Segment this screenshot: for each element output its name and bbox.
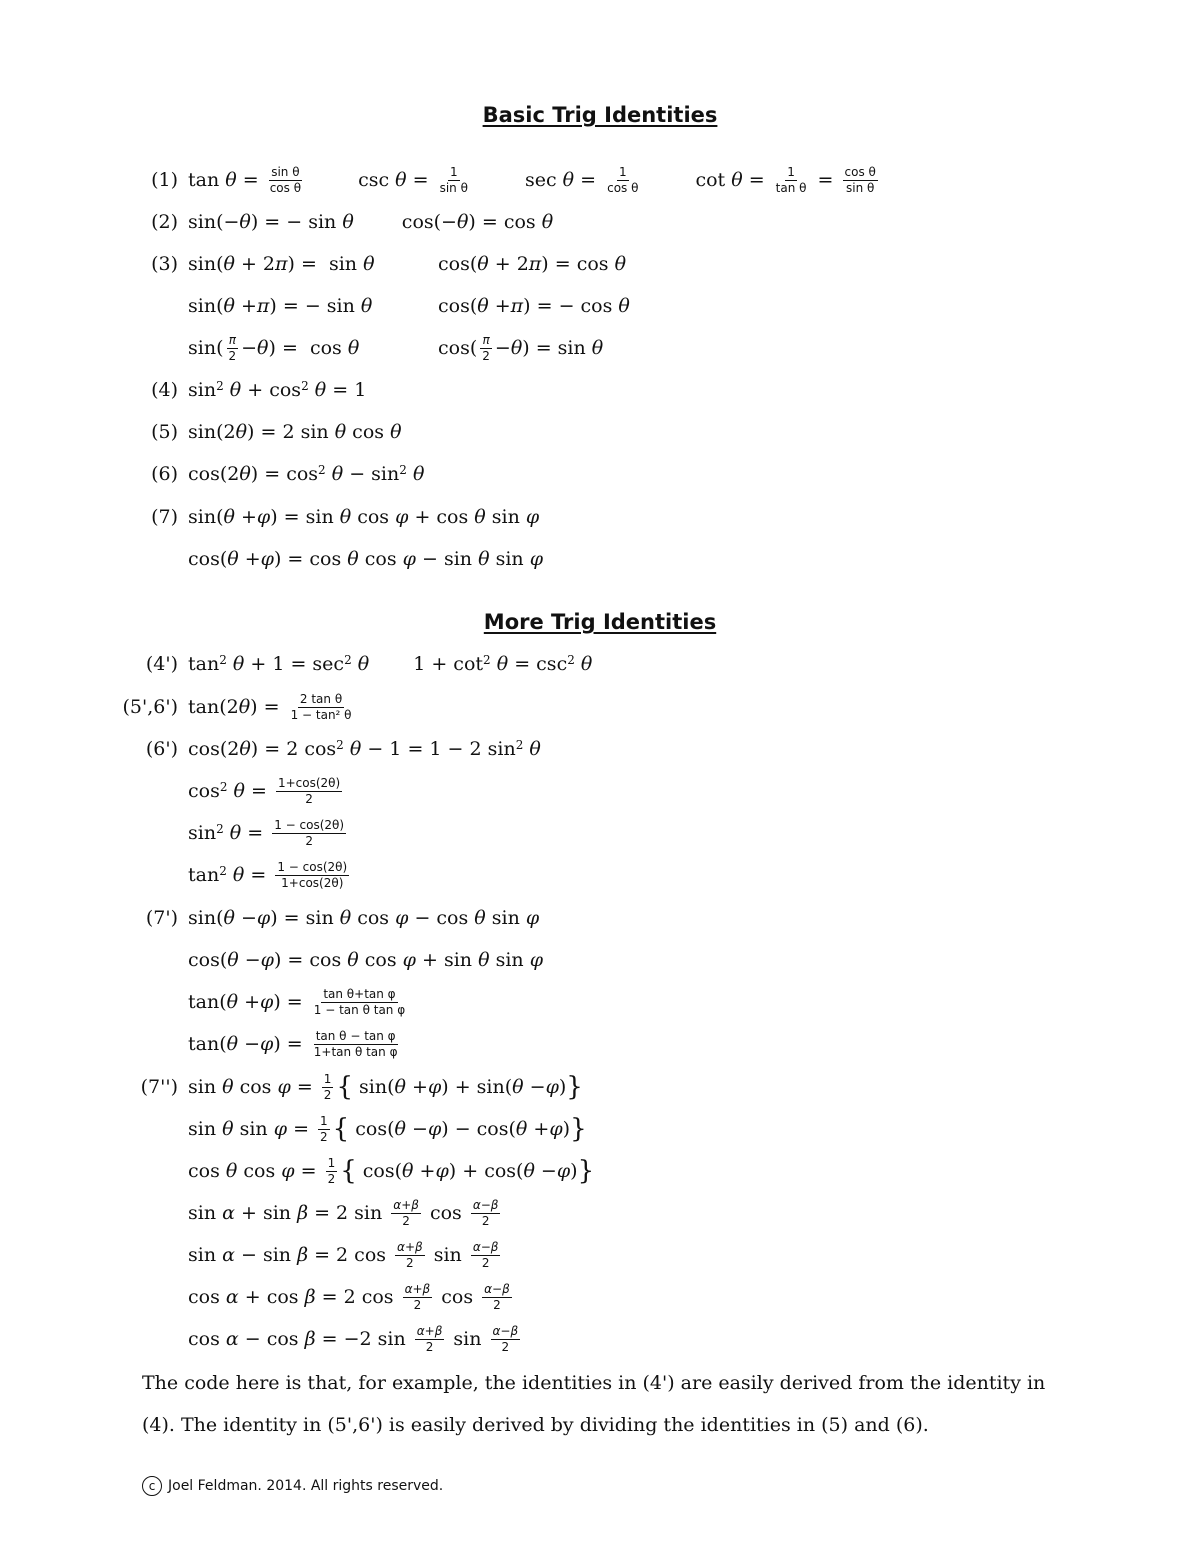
identity-6p-a: cos(2 θ ) = 2 cos $^2$ θ − 1 = 1 − 2 sin $^2$ θ: [188, 738, 541, 760]
identity-label: (7'): [145, 907, 178, 929]
identity-6p-d: tan $^2$ θ = $\frac{1 - \cos(2\theta)}{1+\cos(2\theta)}$: [188, 859, 348, 890]
identity-7a: sin( θ + φ ) = sin θ cos φ + cos θ sin φ: [188, 506, 540, 528]
identity-7pp-c: cos θ cos φ = $\frac{1}{2}$ { cos( θ + φ ) + cos( θ − φ ) }: [188, 1155, 595, 1186]
section-title-more: More Trig Identities: [483, 610, 717, 634]
identity-7p-d: tan( θ − φ ) = $\frac{\text{tan θ − tan φ}}{\text{1+tan θ tan φ}}$: [188, 1028, 398, 1059]
identity-7b: cos( θ + φ ) = cos θ cos φ − sin θ sin φ: [188, 548, 543, 570]
identity-label: (7''): [140, 1076, 178, 1098]
identity-7p-a: sin( θ − φ ) = sin θ cos φ − cos θ sin φ: [188, 907, 540, 929]
identity-3a: sin( θ + 2 π ) = sin θ cos( θ + 2 π ) = cos θ: [188, 253, 627, 275]
identity-4p: tan $^2$ θ + 1 = sec $^2$ θ 1 + cot $^2$ θ = csc $^2$ θ: [188, 653, 593, 675]
identity-7pp-e: sin α − sin β = 2 cos $\frac{\alpha+\beta}{2}$ sin $\frac{\alpha-\beta}{2}$: [188, 1239, 499, 1270]
identity-label: (5',6'): [122, 696, 178, 718]
identity-label: (3): [151, 253, 178, 275]
identity-7pp-f: cos α + cos β = 2 cos $\frac{\alpha+\beta}{2}$ cos $\frac{\alpha-\beta}{2}$: [188, 1281, 510, 1312]
identity-label: (6'): [145, 738, 178, 760]
copyright-notice: [142, 1476, 443, 1496]
identity-2: sin(− θ ) = − sin θ cos(− θ ) = cos θ: [188, 211, 554, 233]
identity-label: (7): [151, 506, 178, 528]
identity-7pp-g: cos α − cos β = −2 sin $\frac{\alpha+\beta}{2}$ sin $\frac{\alpha-\beta}{2}$: [188, 1323, 519, 1354]
copyright-icon: c: [142, 1476, 162, 1496]
identity-56p: tan(2 θ ) = $\frac{\text{2 tan θ}}{\text{1 − tan² θ}}$: [188, 691, 352, 722]
section-title-basic: Basic Trig Identities: [482, 103, 718, 127]
identity-label: (2): [151, 211, 178, 233]
identity-label: (4): [151, 379, 178, 401]
identity-label: (1): [151, 169, 178, 191]
identity-6: cos(2 θ ) = cos $^2$ θ − sin $^2$ θ: [188, 463, 425, 485]
identity-3c: sin( $\frac{\pi}{2}$ − θ ) = cos θ cos( $\frac{\pi}{2}$ − θ ) = sin θ: [188, 332, 604, 363]
identity-6p-b: cos $^2$ θ = $\frac{1+\cos(2\theta)}{2}$: [188, 775, 341, 806]
identity-label: (5): [151, 421, 178, 443]
identity-7pp-b: sin θ sin φ = $\frac{1}{2}$ { cos( θ − φ ) − cos( θ + φ ) }: [188, 1113, 587, 1144]
identity-4: sin $^2$ θ + cos $^2$ θ = 1: [188, 379, 367, 401]
identity-7pp-d: sin α + sin β = 2 sin $\frac{\alpha+\beta}{2}$ cos $\frac{\alpha-\beta}{2}$: [188, 1197, 499, 1228]
identity-label: (4'): [145, 653, 178, 675]
identity-6p-c: sin $^2$ θ = $\frac{1 - \cos(2\theta)}{2}$: [188, 817, 345, 848]
identity-7p-b: cos( θ − φ ) = cos θ cos φ + sin θ sin φ: [188, 949, 543, 971]
explanation-paragraph: The code here is that, for example, the identities in (4') are easily derived from the identity in (4). The identity in (5',6') is easily derived by dividing the identities in (5) and (6).: [142, 1372, 1046, 1436]
identity-5: sin(2 θ ) = 2 sin θ cos θ: [188, 421, 402, 443]
identity-label: (6): [151, 463, 178, 485]
identity-7pp-a: sin θ cos φ = $\frac{1}{2}$ { sin( θ + φ ) + sin( θ − φ ) }: [188, 1071, 583, 1102]
identity-3b: sin( θ + π ) = − sin θ cos( θ + π ) = − cos θ: [188, 295, 630, 317]
identity-1: tan θ = $\frac{\text{sin θ}}{\text{cos θ}}$ csc θ = $\frac{1}{\text{sin θ}}$ sec θ = $\frac{1}{\text{cos θ}}$ cot θ = $\frac{1}{\text{tan θ}}$ = $\frac{\text{cos θ}}{\text{sin θ}}$: [188, 164, 876, 195]
identity-7p-c: tan( θ + φ ) = $\frac{\text{tan θ+tan φ}}{\text{1 − tan θ tan φ}}$: [188, 986, 406, 1017]
copyright-text: Joel Feldman. 2014. All rights reserved.: [168, 1478, 444, 1494]
